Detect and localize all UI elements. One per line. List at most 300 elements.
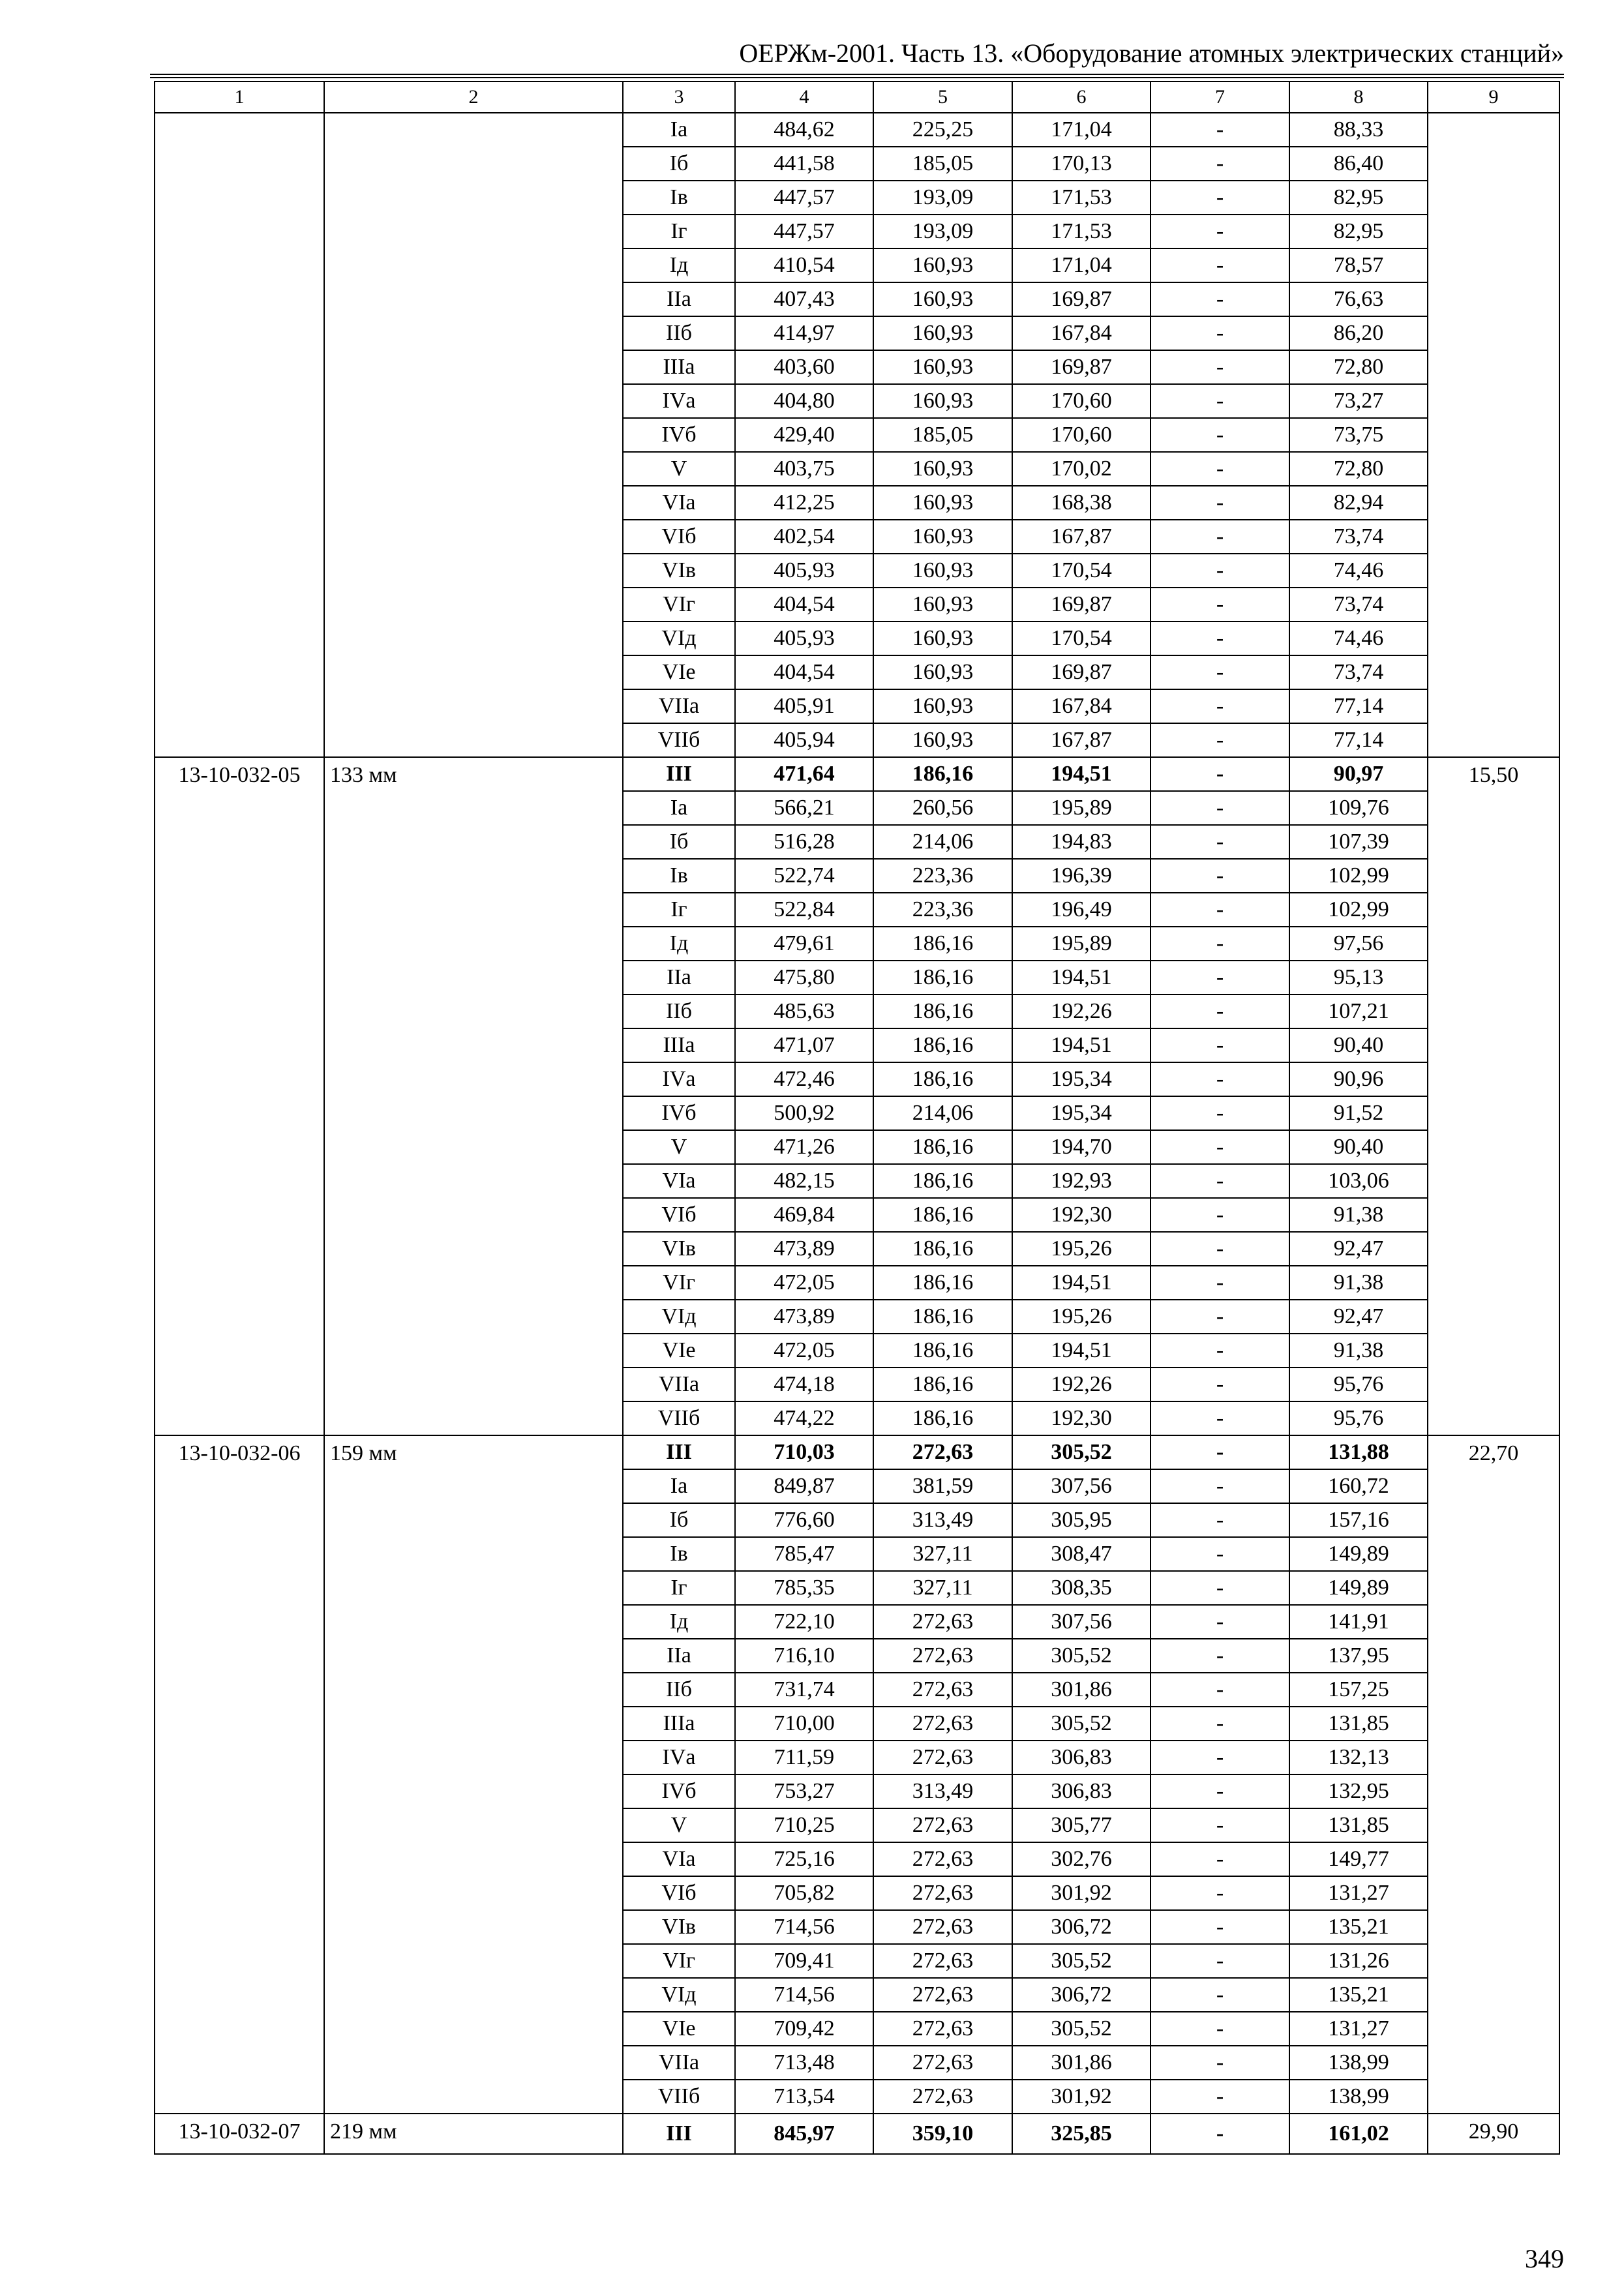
value-cell: 97,56 — [1289, 927, 1428, 961]
value-cell: 95,76 — [1289, 1401, 1428, 1435]
value-cell: 710,00 — [735, 1707, 873, 1741]
value-cell: 170,60 — [1012, 384, 1150, 418]
value-cell: - — [1150, 2080, 1289, 2114]
region-cell: Iв — [623, 859, 735, 893]
region-cell: IIа — [623, 961, 735, 995]
region-cell: IVа — [623, 1062, 735, 1096]
value-cell: 272,63 — [873, 1639, 1012, 1673]
value-cell: 90,40 — [1289, 1028, 1428, 1062]
region-cell: III — [623, 2114, 735, 2154]
value-cell: 132,95 — [1289, 1774, 1428, 1808]
value-cell: 186,16 — [873, 1028, 1012, 1062]
value-cell: 88,33 — [1289, 113, 1428, 147]
value-cell: 272,63 — [873, 1435, 1012, 1469]
value-cell: 195,26 — [1012, 1232, 1150, 1266]
value-cell: 845,97 — [735, 2114, 873, 2154]
value-cell: 73,74 — [1289, 655, 1428, 689]
value-cell: - — [1150, 1605, 1289, 1639]
value-cell: 72,80 — [1289, 452, 1428, 486]
column-number: 7 — [1150, 82, 1289, 113]
value-cell: - — [1150, 418, 1289, 452]
value-cell: 73,74 — [1289, 520, 1428, 554]
value-cell: 170,54 — [1012, 621, 1150, 655]
value-cell: 195,89 — [1012, 791, 1150, 825]
value-cell: 272,63 — [873, 1944, 1012, 1978]
value-cell: 301,92 — [1012, 2080, 1150, 2114]
value-cell: 86,20 — [1289, 316, 1428, 350]
value-cell: 301,92 — [1012, 1876, 1150, 1910]
value-cell: - — [1150, 723, 1289, 757]
value-cell: - — [1150, 1876, 1289, 1910]
value-cell: 186,16 — [873, 1198, 1012, 1232]
value-cell: - — [1150, 1774, 1289, 1808]
value-cell: - — [1150, 1401, 1289, 1435]
value-cell: - — [1150, 588, 1289, 621]
value-cell: - — [1150, 1707, 1289, 1741]
region-cell: Iв — [623, 181, 735, 215]
value-cell: 160,93 — [873, 554, 1012, 588]
value-cell: - — [1150, 2114, 1289, 2154]
value-cell: 272,63 — [873, 1842, 1012, 1876]
value-cell: 710,25 — [735, 1808, 873, 1842]
value-cell: 710,03 — [735, 1435, 873, 1469]
value-cell: - — [1150, 1469, 1289, 1503]
value-cell: 301,86 — [1012, 2046, 1150, 2080]
region-cell: Iа — [623, 113, 735, 147]
region-cell: IIб — [623, 316, 735, 350]
rate-code: 13-10-032-06 — [155, 1435, 324, 2114]
value-cell: 90,96 — [1289, 1062, 1428, 1096]
value-cell: 102,99 — [1289, 859, 1428, 893]
value-cell: 195,34 — [1012, 1096, 1150, 1130]
value-cell: 404,54 — [735, 655, 873, 689]
value-cell: 170,60 — [1012, 418, 1150, 452]
value-cell: 713,48 — [735, 2046, 873, 2080]
value-cell: - — [1150, 113, 1289, 147]
value-cell: 305,52 — [1012, 1707, 1150, 1741]
value-cell: 72,80 — [1289, 350, 1428, 384]
region-cell: VIIб — [623, 2080, 735, 2114]
value-cell: - — [1150, 655, 1289, 689]
column-number: 9 — [1428, 82, 1559, 113]
value-cell: 186,16 — [873, 1401, 1012, 1435]
value-cell: - — [1150, 1741, 1289, 1774]
column-number: 1 — [155, 82, 324, 113]
value-cell: - — [1150, 1842, 1289, 1876]
value-cell: 272,63 — [873, 1910, 1012, 1944]
value-cell: 305,95 — [1012, 1503, 1150, 1537]
value-cell: - — [1150, 893, 1289, 927]
value-cell: 404,80 — [735, 384, 873, 418]
region-cell: III — [623, 1435, 735, 1469]
value-cell: 306,72 — [1012, 1978, 1150, 2012]
value-cell: 308,47 — [1012, 1537, 1150, 1571]
value-cell: 272,63 — [873, 2080, 1012, 2114]
region-cell: IIб — [623, 1673, 735, 1707]
value-cell: 74,46 — [1289, 554, 1428, 588]
rates-table — [154, 81, 1560, 2155]
value-cell: - — [1150, 384, 1289, 418]
table-row — [155, 113, 1559, 147]
pipe-size: 159 мм — [324, 1435, 623, 2114]
value-cell: - — [1150, 1266, 1289, 1300]
value-cell: 169,87 — [1012, 350, 1150, 384]
value-cell: 137,95 — [1289, 1639, 1428, 1673]
value-cell: 82,94 — [1289, 486, 1428, 520]
value-cell: 135,21 — [1289, 1910, 1428, 1944]
value-cell: - — [1150, 248, 1289, 282]
value-cell: 500,92 — [735, 1096, 873, 1130]
value-cell: 138,99 — [1289, 2080, 1428, 2114]
value-cell: 403,75 — [735, 452, 873, 486]
region-cell: VIа — [623, 1164, 735, 1198]
value-cell: 160,93 — [873, 588, 1012, 621]
value-cell: 301,86 — [1012, 1673, 1150, 1707]
value-cell: 171,04 — [1012, 248, 1150, 282]
value-cell: - — [1150, 350, 1289, 384]
page-number: 349 — [1525, 2244, 1564, 2273]
value-cell: - — [1150, 791, 1289, 825]
value-cell: 305,52 — [1012, 1435, 1150, 1469]
value-cell: - — [1150, 1537, 1289, 1571]
value-cell: 92,47 — [1289, 1300, 1428, 1334]
value-cell: - — [1150, 1164, 1289, 1198]
value-cell: 725,16 — [735, 1842, 873, 1876]
pipe-size: 133 мм — [324, 757, 623, 1435]
value-cell: 186,16 — [873, 927, 1012, 961]
value-cell: 193,09 — [873, 181, 1012, 215]
value-cell: 107,21 — [1289, 995, 1428, 1028]
rate-code: 13-10-032-05 — [155, 757, 324, 1435]
value-cell: 272,63 — [873, 2012, 1012, 2046]
value-cell: 194,51 — [1012, 1334, 1150, 1368]
value-cell: 90,40 — [1289, 1130, 1428, 1164]
value-cell: 405,93 — [735, 554, 873, 588]
value-cell: - — [1150, 927, 1289, 961]
value-cell: 522,74 — [735, 859, 873, 893]
value-cell: 160,93 — [873, 486, 1012, 520]
region-cell: IIб — [623, 995, 735, 1028]
value-cell: 272,63 — [873, 1808, 1012, 1842]
value-cell: 131,85 — [1289, 1808, 1428, 1842]
value-cell: 313,49 — [873, 1774, 1012, 1808]
value-cell: 186,16 — [873, 1300, 1012, 1334]
header-rule-double — [150, 77, 1564, 78]
region-cell: IVб — [623, 1774, 735, 1808]
value-cell: 160,93 — [873, 248, 1012, 282]
region-cell: VIв — [623, 1232, 735, 1266]
value-cell: 192,26 — [1012, 1368, 1150, 1401]
value-cell: 109,76 — [1289, 791, 1428, 825]
region-cell: V — [623, 452, 735, 486]
value-cell: 381,59 — [873, 1469, 1012, 1503]
value-cell: 91,38 — [1289, 1334, 1428, 1368]
value-cell: 160,93 — [873, 452, 1012, 486]
value-cell: - — [1150, 215, 1289, 248]
value-cell: 92,47 — [1289, 1232, 1428, 1266]
value-cell: 404,54 — [735, 588, 873, 621]
value-cell: 709,42 — [735, 2012, 873, 2046]
region-cell: VIв — [623, 554, 735, 588]
value-cell: 160,93 — [873, 621, 1012, 655]
value-cell: - — [1150, 147, 1289, 181]
value-cell: 272,63 — [873, 1978, 1012, 2012]
value-cell: 272,63 — [873, 1605, 1012, 1639]
value-cell: - — [1150, 282, 1289, 316]
value-cell: 260,56 — [873, 791, 1012, 825]
value-cell: 272,63 — [873, 1876, 1012, 1910]
region-cell: VIа — [623, 1842, 735, 1876]
value-cell: 160,93 — [873, 350, 1012, 384]
pipe-size: 219 мм — [324, 2114, 623, 2154]
region-cell: VIIб — [623, 723, 735, 757]
value-cell: 482,15 — [735, 1164, 873, 1198]
value-cell: 302,76 — [1012, 1842, 1150, 1876]
value-cell: 149,77 — [1289, 1842, 1428, 1876]
value-cell: 566,21 — [735, 791, 873, 825]
value-cell: 73,74 — [1289, 588, 1428, 621]
value-cell: 776,60 — [735, 1503, 873, 1537]
value-cell: 405,93 — [735, 621, 873, 655]
value-cell: 77,14 — [1289, 723, 1428, 757]
value-cell: 405,91 — [735, 689, 873, 723]
column-number: 2 — [324, 82, 623, 113]
value-cell: 473,89 — [735, 1232, 873, 1266]
value-cell: 77,14 — [1289, 689, 1428, 723]
value-cell: 186,16 — [873, 961, 1012, 995]
region-cell: VIг — [623, 588, 735, 621]
value-cell: - — [1150, 1096, 1289, 1130]
value-cell: 86,40 — [1289, 147, 1428, 181]
region-cell: VIд — [623, 1978, 735, 2012]
value-cell: 403,60 — [735, 350, 873, 384]
value-cell: - — [1150, 961, 1289, 995]
region-cell: IIIа — [623, 1707, 735, 1741]
value-cell: 223,36 — [873, 893, 1012, 927]
value-cell: 714,56 — [735, 1910, 873, 1944]
value-cell: - — [1150, 1808, 1289, 1842]
value-cell: - — [1150, 452, 1289, 486]
region-cell: IVа — [623, 384, 735, 418]
value-cell: 705,82 — [735, 1876, 873, 1910]
value-cell: - — [1150, 1334, 1289, 1368]
rate-code — [155, 113, 324, 757]
value-cell: 214,06 — [873, 825, 1012, 859]
value-cell: 195,89 — [1012, 927, 1150, 961]
value-cell: 731,74 — [735, 1673, 873, 1707]
value-cell: 713,54 — [735, 2080, 873, 2114]
value-cell: - — [1150, 181, 1289, 215]
value-cell: 167,87 — [1012, 723, 1150, 757]
value-cell: 192,30 — [1012, 1198, 1150, 1232]
value-cell: - — [1150, 316, 1289, 350]
value-cell: 141,91 — [1289, 1605, 1428, 1639]
value-cell: 74,46 — [1289, 621, 1428, 655]
value-cell: - — [1150, 1062, 1289, 1096]
value-cell: 169,87 — [1012, 588, 1150, 621]
column-number: 5 — [873, 82, 1012, 113]
value-cell: 405,94 — [735, 723, 873, 757]
value-cell: 169,87 — [1012, 655, 1150, 689]
value-cell: 131,85 — [1289, 1707, 1428, 1741]
value-cell: 149,89 — [1289, 1571, 1428, 1605]
value-cell: - — [1150, 1435, 1289, 1469]
value-cell: 447,57 — [735, 181, 873, 215]
value-cell: - — [1150, 1978, 1289, 2012]
region-cell: III — [623, 757, 735, 791]
value-cell: 186,16 — [873, 757, 1012, 791]
region-cell: VIб — [623, 1876, 735, 1910]
value-cell: 95,13 — [1289, 961, 1428, 995]
value-cell: 473,89 — [735, 1300, 873, 1334]
value-cell: 414,97 — [735, 316, 873, 350]
value-cell: 313,49 — [873, 1503, 1012, 1537]
value-cell: 196,39 — [1012, 859, 1150, 893]
value-cell: 160,93 — [873, 384, 1012, 418]
value-cell: 186,16 — [873, 1130, 1012, 1164]
value-cell: 131,27 — [1289, 1876, 1428, 1910]
value-cell: 73,27 — [1289, 384, 1428, 418]
value-cell: 73,75 — [1289, 418, 1428, 452]
value-cell: 327,11 — [873, 1537, 1012, 1571]
value-cell: 272,63 — [873, 1707, 1012, 1741]
value-cell: 160,93 — [873, 282, 1012, 316]
value-cell: 305,77 — [1012, 1808, 1150, 1842]
value-cell: 305,52 — [1012, 1639, 1150, 1673]
value-cell: 849,87 — [735, 1469, 873, 1503]
column-number: 8 — [1289, 82, 1428, 113]
value-cell: 306,83 — [1012, 1741, 1150, 1774]
value-cell: 522,84 — [735, 893, 873, 927]
value-cell: 716,10 — [735, 1639, 873, 1673]
table-row-main — [155, 757, 1559, 791]
value-cell: 171,53 — [1012, 215, 1150, 248]
value-cell: 485,63 — [735, 995, 873, 1028]
value-cell: 167,84 — [1012, 689, 1150, 723]
region-cell: Iа — [623, 791, 735, 825]
value-cell: 170,13 — [1012, 147, 1150, 181]
value-cell: 472,46 — [735, 1062, 873, 1096]
value-cell: 306,83 — [1012, 1774, 1150, 1808]
region-cell: VIе — [623, 2012, 735, 2046]
value-cell: 186,16 — [873, 1334, 1012, 1368]
value-cell: 307,56 — [1012, 1605, 1150, 1639]
value-cell: 785,35 — [735, 1571, 873, 1605]
value-cell: 711,59 — [735, 1741, 873, 1774]
value-cell: 194,51 — [1012, 1028, 1150, 1062]
value-cell: - — [1150, 486, 1289, 520]
value-cell: 90,97 — [1289, 757, 1428, 791]
value-cell: 95,76 — [1289, 1368, 1428, 1401]
value-cell: 714,56 — [735, 1978, 873, 2012]
region-cell: VIIа — [623, 689, 735, 723]
value-cell: 170,02 — [1012, 452, 1150, 486]
value-cell: - — [1150, 995, 1289, 1028]
region-cell: Iб — [623, 825, 735, 859]
value-cell: 185,05 — [873, 147, 1012, 181]
value-cell: 161,02 — [1289, 2114, 1428, 2154]
table-row-main — [155, 2114, 1559, 2154]
column-number: 6 — [1012, 82, 1150, 113]
column-9-value: 15,50 — [1428, 757, 1559, 1435]
value-cell: - — [1150, 1300, 1289, 1334]
value-cell: 170,54 — [1012, 554, 1150, 588]
value-cell: - — [1150, 1232, 1289, 1266]
value-cell: 305,52 — [1012, 2012, 1150, 2046]
value-cell: 102,99 — [1289, 893, 1428, 927]
value-cell: 160,93 — [873, 689, 1012, 723]
region-cell: VIб — [623, 520, 735, 554]
column-number: 3 — [623, 82, 735, 113]
value-cell: 138,99 — [1289, 2046, 1428, 2080]
value-cell: 131,27 — [1289, 2012, 1428, 2046]
value-cell: 91,38 — [1289, 1198, 1428, 1232]
value-cell: 192,93 — [1012, 1164, 1150, 1198]
value-cell: 327,11 — [873, 1571, 1012, 1605]
value-cell: 471,64 — [735, 757, 873, 791]
value-cell: 186,16 — [873, 1266, 1012, 1300]
value-cell: 194,51 — [1012, 1266, 1150, 1300]
value-cell: 308,35 — [1012, 1571, 1150, 1605]
region-cell: VIг — [623, 1944, 735, 1978]
column-9-value: 22,70 — [1428, 1435, 1559, 2114]
value-cell: 709,41 — [735, 1944, 873, 1978]
value-cell: 441,58 — [735, 147, 873, 181]
value-cell: 785,47 — [735, 1537, 873, 1571]
region-cell: VIв — [623, 1910, 735, 1944]
value-cell: 359,10 — [873, 2114, 1012, 2154]
value-cell: 160,93 — [873, 520, 1012, 554]
value-cell: - — [1150, 1198, 1289, 1232]
value-cell: 402,54 — [735, 520, 873, 554]
value-cell: 429,40 — [735, 418, 873, 452]
value-cell: 192,26 — [1012, 995, 1150, 1028]
value-cell: 186,16 — [873, 1368, 1012, 1401]
value-cell: 78,57 — [1289, 248, 1428, 282]
value-cell: - — [1150, 554, 1289, 588]
value-cell: 82,95 — [1289, 215, 1428, 248]
region-cell: Iг — [623, 893, 735, 927]
value-cell: 171,04 — [1012, 113, 1150, 147]
value-cell: - — [1150, 859, 1289, 893]
value-cell: 186,16 — [873, 1232, 1012, 1266]
value-cell: 753,27 — [735, 1774, 873, 1808]
region-cell: IIIа — [623, 350, 735, 384]
value-cell: 306,72 — [1012, 1910, 1150, 1944]
region-cell: IVа — [623, 1741, 735, 1774]
value-cell: 149,89 — [1289, 1537, 1428, 1571]
value-cell: 194,51 — [1012, 961, 1150, 995]
region-cell: Iб — [623, 147, 735, 181]
value-cell: - — [1150, 621, 1289, 655]
column-number: 4 — [735, 82, 873, 113]
region-cell: VIIб — [623, 1401, 735, 1435]
value-cell: 194,83 — [1012, 825, 1150, 859]
pipe-size — [324, 113, 623, 757]
value-cell: 103,06 — [1289, 1164, 1428, 1198]
value-cell: 407,43 — [735, 282, 873, 316]
value-cell: 722,10 — [735, 1605, 873, 1639]
value-cell: 272,63 — [873, 1673, 1012, 1707]
value-cell: - — [1150, 2012, 1289, 2046]
region-cell: VIа — [623, 486, 735, 520]
value-cell: 471,26 — [735, 1130, 873, 1164]
value-cell: 167,87 — [1012, 520, 1150, 554]
value-cell: - — [1150, 689, 1289, 723]
value-cell: 194,51 — [1012, 757, 1150, 791]
region-cell: Iв — [623, 1537, 735, 1571]
value-cell: 516,28 — [735, 825, 873, 859]
